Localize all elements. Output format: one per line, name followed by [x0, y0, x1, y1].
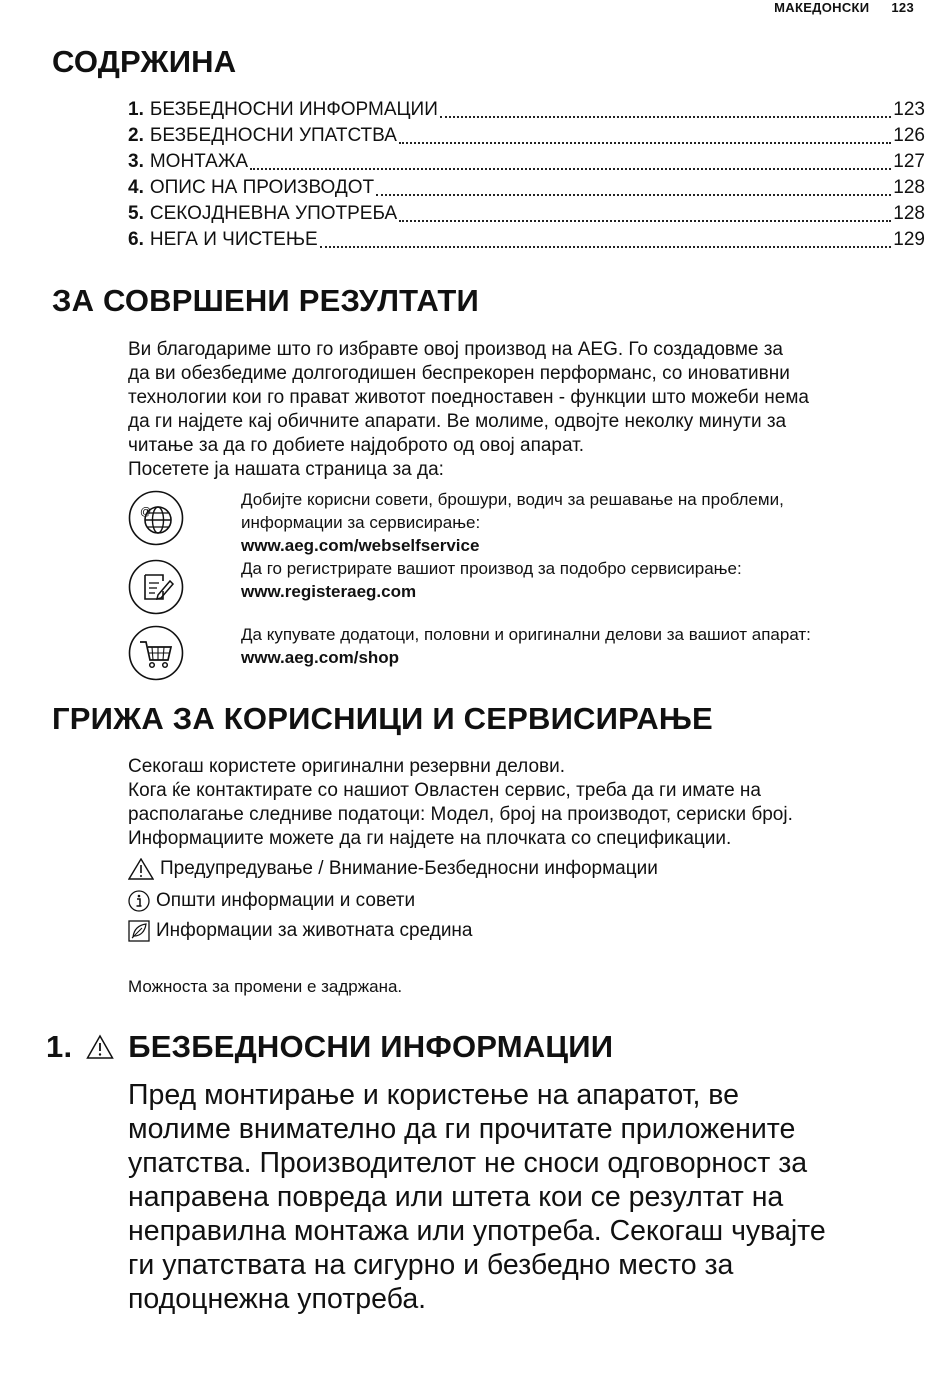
- toc-label: НЕГА И ЧИСТЕЊЕ: [149, 229, 318, 250]
- webselfservice-link[interactable]: www.aeg.com/webselfservice: [241, 536, 480, 555]
- svg-text:@: @: [140, 506, 152, 518]
- toc-item[interactable]: 5. СЕКОЈДНЕВНА УПОТРЕБА 128: [128, 201, 925, 227]
- toc-label: МОНТАЖА: [149, 151, 249, 172]
- safety-heading: БЕЗБЕДНОСНИ ИНФОРМАЦИИ: [128, 1029, 614, 1064]
- toc-item[interactable]: 6. НЕГА И ЧИСТЕЊЕ 129: [128, 227, 925, 253]
- care-text: Секогаш користете оригинални резервни делови. Кога ќе контактирате со нашиот Овластен сервис, треба да ги имате на располагање следниве податоци: Модел, број на производот, сериски број. Информациите можете да ги најдете на плочката со спецификации.: [128, 756, 793, 849]
- toc-page: 128: [893, 177, 925, 198]
- register-link[interactable]: www.registeraeg.com: [241, 582, 417, 601]
- toc-leader: [440, 116, 891, 118]
- visit-line: Посетете ја нашата страница за да:: [128, 459, 444, 480]
- toc-page: 128: [893, 203, 925, 224]
- toc-item[interactable]: 2. БЕЗБЕДНОСНИ УПАТСТВА 126: [128, 123, 925, 149]
- toc-page: 126: [893, 125, 925, 146]
- contents-title: СОДРЖИНА: [52, 44, 237, 79]
- safety-intro: Пред монтирање и користење на апаратот, ве молиме внимателно да ги прочитате приложените упатства. Производителот не сноси одговорност за направена повреда или штета кои се резултат на неправилна монтажа или употреба. Секогаш чувајте ги упатствата на сигурно и безбедно место за подоцнежна употреба.: [128, 1079, 826, 1315]
- toc-label: БЕЗБЕДНОСНИ УПАТСТВА: [149, 125, 397, 146]
- toc-label: СЕКОЈДНЕВНА УПОТРЕБА: [149, 203, 398, 224]
- results-intro: Ви благодариме што го избравте овој производ на AEG. Го создадовме за да ви обезбедиме долгогодишен беспрекорен перформанс, со иновативни технологии кои го прават животот поедноставен - функции што можеби нема да ги најдете кај обичните апарати. Ве молиме, одвојте неколку минути за читање за да го добиете најдоброто од овој апарат. Посетете ја нашата страница за да:: [128, 338, 918, 482]
- results-title: ЗА СОВРШЕНИ РЕЗУЛТАТИ: [52, 283, 480, 318]
- legend-info: Општи информации и совети: [128, 889, 415, 913]
- header-language: МАКЕДОНСКИ: [774, 0, 870, 15]
- toc-leader: [399, 220, 891, 222]
- safety-title: [46, 1029, 613, 1065]
- leaf-square-icon: [128, 920, 150, 942]
- toc-item[interactable]: 3. МОНТАЖА 127: [128, 149, 925, 175]
- warning-triangle-icon: [86, 1034, 114, 1060]
- safety-number: 1.: [46, 1029, 73, 1064]
- page-header: [774, 0, 914, 14]
- toc-item[interactable]: 4. ОПИС НА ПРОИЗВОДОТ 128: [128, 175, 925, 201]
- globe-at-icon: [128, 490, 184, 546]
- toc-leader: [399, 142, 891, 144]
- header-page-number: 123: [891, 0, 914, 15]
- toc-page: 127: [893, 151, 925, 172]
- info-circle-icon: [128, 890, 150, 912]
- care-title: ГРИЖА ЗА КОРИСНИЦИ И СЕРВИСИРАЊЕ: [52, 701, 713, 736]
- shop-link[interactable]: www.aeg.com/shop: [241, 648, 400, 667]
- toc-leader: [376, 194, 891, 196]
- toc-page: 123: [893, 99, 925, 120]
- toc-leader: [250, 168, 891, 170]
- legend-warning: Предупредување / Внимание-Безбедносни информации: [128, 857, 658, 881]
- shopping-cart-icon: [128, 625, 184, 681]
- warning-triangle-icon: [128, 858, 154, 880]
- register-form-icon: [128, 559, 184, 615]
- toc-label: БЕЗБЕДНОСНИ ИНФОРМАЦИИ: [149, 99, 438, 120]
- toc-label: ОПИС НА ПРОИЗВОДОТ: [149, 177, 375, 198]
- legend-environment: Информации за животната средина: [128, 919, 473, 943]
- toc-page: 129: [893, 229, 925, 250]
- changes-note: Можноста за промени е задржана.: [128, 977, 403, 996]
- table-of-contents: [128, 97, 925, 253]
- toc-leader: [320, 246, 892, 248]
- toc-item[interactable]: 1. БЕЗБЕДНОСНИ ИНФОРМАЦИИ 123: [128, 97, 925, 123]
